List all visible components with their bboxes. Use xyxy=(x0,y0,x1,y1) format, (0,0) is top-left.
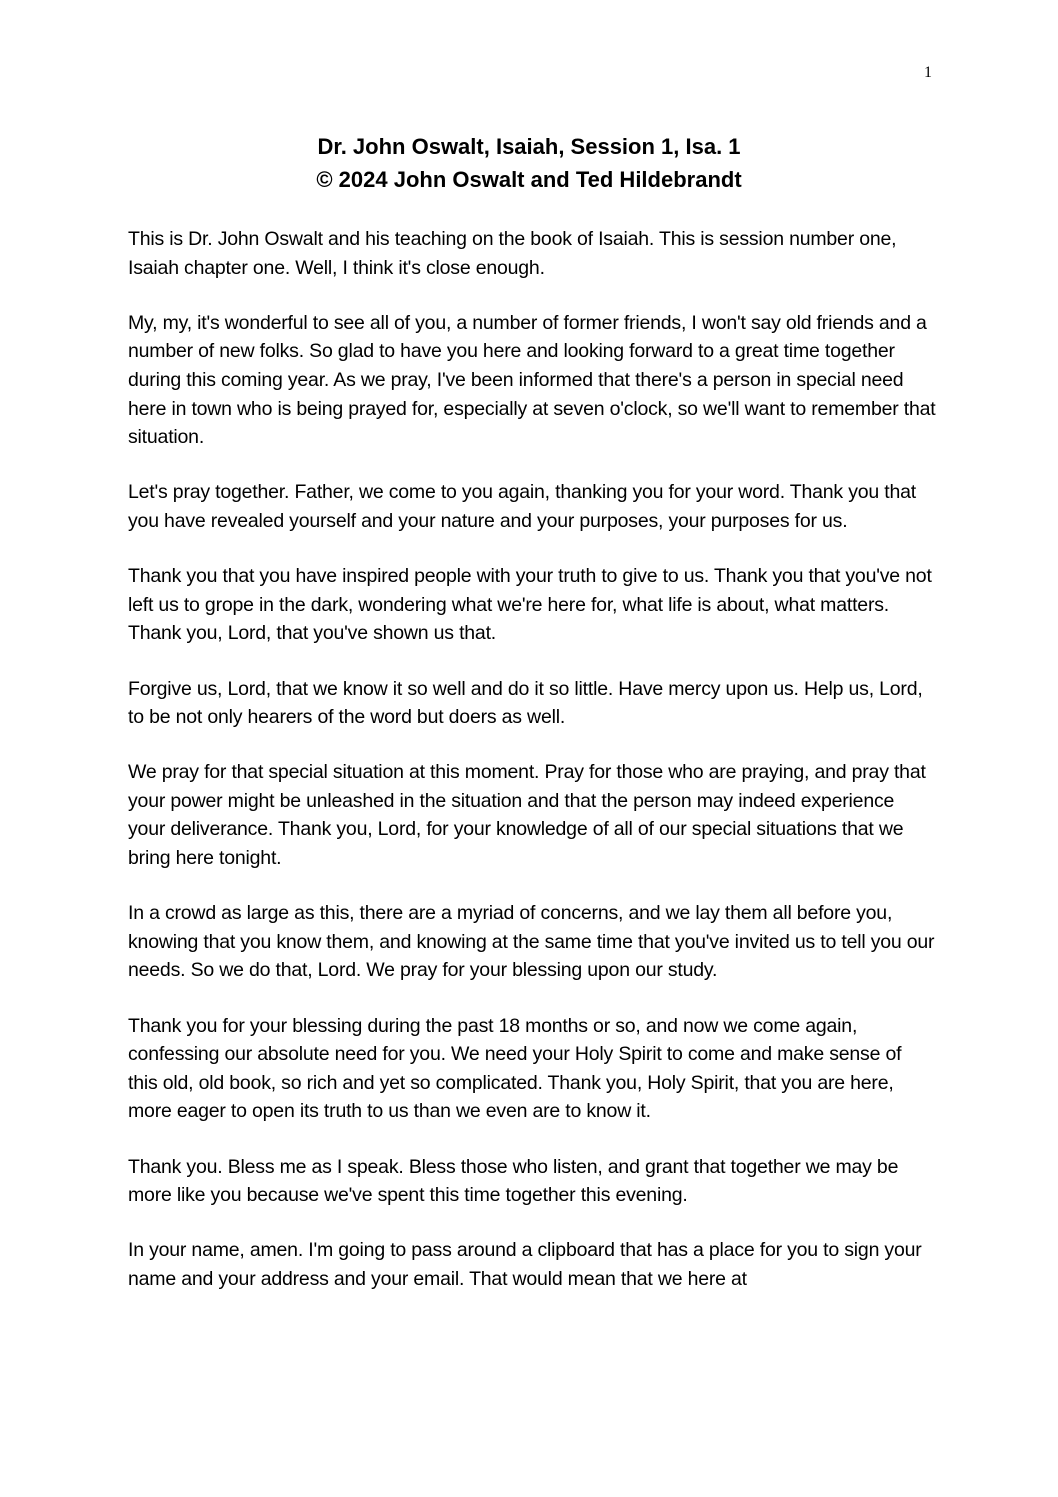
paragraph-7: In a crowd as large as this, there are a myriad of concerns, and we lay them all before you, knowing that you know them, and knowing at the same time that you've invited us to tell you our needs. So we do that, Lord. We pray for your blessing upon our study. xyxy=(128,902,935,982)
paragraph-10: In your name, amen. I'm going to pass around a clipboard that has a place for you to sign your name and your address and your email. That would mean that we here at xyxy=(128,1239,922,1290)
paragraph-1: This is Dr. John Oswalt and his teaching on the book of Isaiah. This is session number one, Isaiah chapter one. Well, I think it's close enough. xyxy=(128,228,897,279)
transcript-body xyxy=(128,225,936,1320)
paragraph-3: Let's pray together. Father, we come to you again, thanking you for your word. Thank you that you have revealed yourself and your nature and your purposes, your purposes for us. xyxy=(128,481,916,532)
paragraph-2: My, my, it's wonderful to see all of you, a number of former friends, I won't say old friends and a number of new folks. So glad to have you here and looking forward to a great time together during this coming year. As we pray, I've been informed that there's a person in special need here in town who is being prayed for, especially at seven o'clock, so we'll want to remember that situation. xyxy=(128,311,936,449)
title-line-2: © 2024 John Oswalt and Ted Hildebrandt xyxy=(316,167,742,192)
page-number: 1 xyxy=(924,64,932,81)
paragraph-8: Thank you for your blessing during the past 18 months or so, and now we come again, confessing our absolute need for you. We need your Holy Spirit to come and make sense of this old, old book, so rich and yet so complicated. Thank you, Holy Spirit, that you are here, more eager to open its truth to us than we even are to know it. xyxy=(128,1014,902,1123)
paragraph-4: Thank you that you have inspired people with your truth to give to us. Thank you that you've not left us to grope in the dark, wondering what we're here for, what life is about, what matters. Thank you, Lord, that you've shown us that. xyxy=(128,565,932,645)
document-title xyxy=(0,130,1058,196)
paragraph-6: We pray for that special situation at this moment. Pray for those who are praying, and pray that your power might be unleashed in the situation and that the person may indeed experience your deliverance. Thank you, Lord, for your knowledge of all of our special situations that we bring here tonight. xyxy=(128,761,926,870)
title-line-1: Dr. John Oswalt, Isaiah, Session 1, Isa. 1 xyxy=(317,134,741,159)
paragraph-5: Forgive us, Lord, that we know it so well and do it so little. Have mercy upon us. Help us, Lord, to be not only hearers of the word but doers as well. xyxy=(128,677,923,729)
paragraph-9: Thank you. Bless me as I speak. Bless those who listen, and grant that together we may be more like you because we've spent this time together this evening. xyxy=(128,1155,899,1207)
